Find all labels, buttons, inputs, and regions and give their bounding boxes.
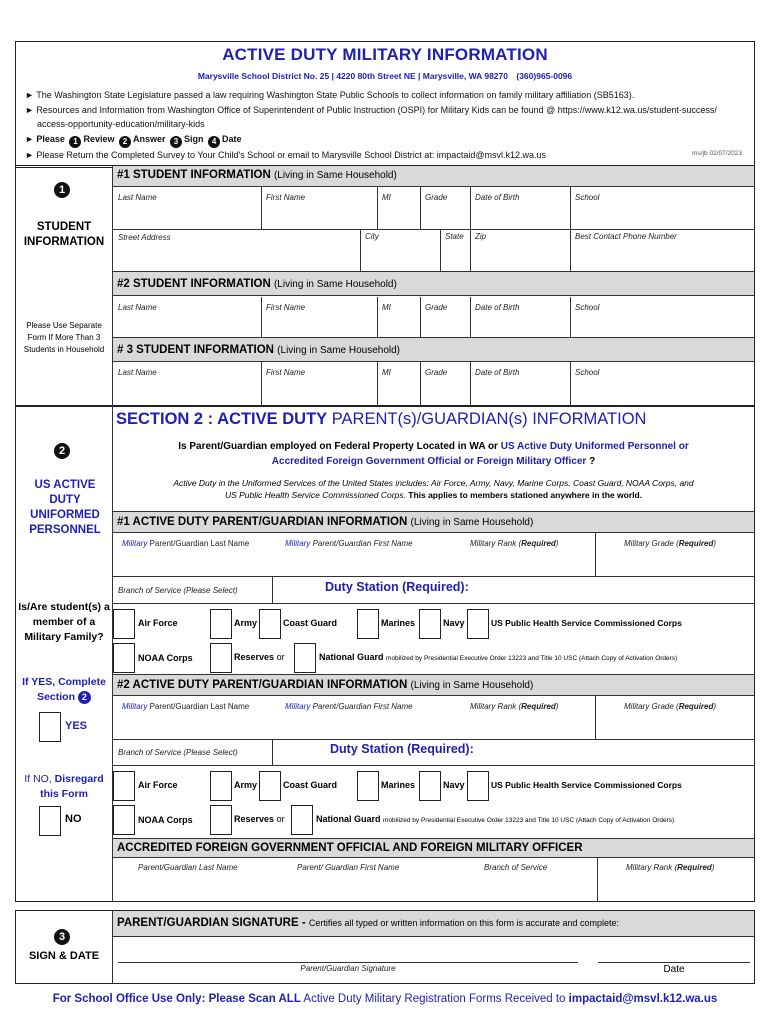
p2-branch-label: Branch of Service (Please Select)	[118, 748, 238, 757]
p2-navy-checkbox[interactable]	[419, 771, 441, 801]
s2-grade-field[interactable]: Grade	[420, 297, 470, 337]
p2-grade-field[interactable]: Military Grade (Required)	[595, 696, 754, 739]
parent1-header: #1 ACTIVE DUTY PARENT/GUARDIAN INFORMATION (Living in Same Household)	[113, 511, 754, 533]
foreign-first-name-field[interactable]: Parent/ Guardian First Name	[297, 863, 400, 872]
p1-noaa-checkbox[interactable]	[113, 643, 135, 673]
p2-coast-guard-checkbox[interactable]	[259, 771, 281, 801]
s2-last-name-field[interactable]: Last Name	[118, 303, 157, 312]
district-line: Marysville School District No. 25 | 4220 80th Street NE | Marysville, WA 98270 (360)965-0096	[197, 71, 573, 81]
date-field[interactable]	[598, 940, 750, 962]
p2-navy-label: Navy	[443, 780, 465, 790]
p2-first-name-field[interactable]: Military Parent/Guardian First Name	[285, 702, 413, 711]
p1-rank-field[interactable]: Military Rank (Required)	[470, 539, 559, 548]
student3-header: # 3 STUDENT INFORMATION (Living in Same Household)	[113, 337, 754, 362]
p2-marines-label: Marines	[381, 780, 416, 790]
s1-mi-field[interactable]: MI	[377, 187, 420, 229]
no-label: NO	[65, 813, 82, 825]
active-duty-description: Active Duty in the Uniformed Services of the United States includes: Air Force, Army, Navy, Marine Corps, Coast Guard, NOAA Corps, and US Public Health Service Commissioned Corps. This applies to members stationed anywhere in the world.	[173, 478, 694, 500]
s1-school-field[interactable]: School	[570, 187, 754, 229]
s2-mi-field[interactable]: MI	[377, 297, 420, 337]
p2-national-guard-label: National Guard mobilized by Presidential Executive Order 13223 and Title 10 USC (Attach Copy of Activation Orders)	[316, 814, 675, 824]
p2-air-force-label: Air Force	[138, 780, 178, 790]
p1-usph-checkbox[interactable]	[467, 609, 489, 639]
form-title: ACTIVE DUTY MILITARY INFORMATION	[222, 45, 548, 64]
separate-form-note: Please Use Separate Form If More Than 3 Students in Household	[23, 321, 105, 354]
p2-army-label: Army	[234, 780, 258, 790]
s3-dob-field[interactable]: Date of Birth	[470, 362, 570, 405]
s3-last-name-field[interactable]: Last Name	[118, 368, 157, 377]
yes-checkbox[interactable]	[39, 712, 61, 742]
military-family-question: Is/Are student(s) a member of a Military Family?	[18, 601, 110, 643]
p1-grade-field[interactable]: Military Grade (Required)	[595, 533, 754, 576]
s1-grade-field[interactable]: Grade	[420, 187, 470, 229]
p2-last-name-field[interactable]: Military Parent/Guardian Last Name	[122, 702, 250, 711]
form-code: ms/jb 02/07/2023	[692, 150, 742, 157]
p1-air-force-label: Air Force	[138, 618, 178, 628]
foreign-official-header: ACCREDITED FOREIGN GOVERNMENT OFFICIAL AND FOREIGN MILITARY OFFICER	[113, 838, 754, 858]
instructions: ► The Washington State Legislature passed a law requiring Washington State Public Schools to collect information on family military affiliation (SB5163). ► Resources and Information from Washington Office of Superintendent of Public Instruction (OSPI) for Military Kids can be found @ https://www.k12.wa.us/student-success/ access-opportunity-education/military-kids ► Please 1 Review 2 Answer 3 Sign 4 Date ► Please Return the Completed Survey to Your Child's School or email to Marysville School District at: impactaid@msvl.k12.wa.us	[25, 88, 745, 162]
p2-usph-label: US Public Health Service Commissioned Corps	[491, 780, 682, 790]
s2-school-field[interactable]: School	[570, 297, 754, 337]
p2-national-guard-checkbox[interactable]	[291, 805, 313, 835]
s3-first-name-field[interactable]: First Name	[261, 362, 377, 405]
p2-rank-field[interactable]: Military Rank (Required)	[470, 702, 559, 711]
signature-label: Parent/Guardian Signature	[300, 964, 396, 973]
city-field[interactable]: City	[360, 229, 440, 271]
section3-number: 3	[54, 929, 70, 945]
p2-usph-checkbox[interactable]	[467, 771, 489, 801]
steps-line: ► Please 1 Review 2 Answer 3 Sign 4 Date	[25, 133, 242, 146]
state-field[interactable]: State	[440, 229, 470, 271]
foreign-branch-field[interactable]: Branch of Service	[484, 863, 548, 872]
p1-coast-guard-label: Coast Guard	[283, 618, 338, 628]
yes-label: YES	[65, 720, 88, 732]
p1-national-guard-checkbox[interactable]	[294, 643, 316, 673]
p1-army-label: Army	[234, 618, 258, 628]
p1-branch-label: Branch of Service (Please Select)	[118, 586, 238, 595]
section2-number: 2	[54, 443, 70, 459]
p1-reserves-checkbox[interactable]	[210, 643, 232, 673]
p2-duty-station-field[interactable]: Duty Station (Required):	[330, 742, 474, 756]
p2-reserves-checkbox[interactable]	[210, 805, 232, 835]
p1-usph-label: US Public Health Service Commissioned Corps	[491, 618, 682, 628]
section1-number: 1	[54, 182, 70, 198]
section2-title: SECTION 2 : ACTIVE DUTY PARENT(s)/GUARDIAN(s) INFORMATION	[116, 410, 647, 428]
if-yes-instruction: If YES, Complete Section 2	[22, 676, 106, 703]
s3-grade-field[interactable]: Grade	[420, 362, 470, 405]
foreign-last-name-field[interactable]: Parent/Guardian Last Name	[138, 863, 238, 872]
p1-duty-station-field[interactable]: Duty Station (Required):	[325, 580, 469, 594]
p1-marines-checkbox[interactable]	[357, 609, 379, 639]
student2-header: #2 STUDENT INFORMATION (Living in Same Household)	[113, 271, 754, 296]
office-use-footer: For School Office Use Only: Please Scan ALL Active Duty Military Registration Forms Received to impactaid@msvl.k12.wa.us	[52, 993, 718, 1005]
p1-noaa-label: NOAA Corps	[138, 653, 193, 663]
p1-army-checkbox[interactable]	[210, 609, 232, 639]
p1-coast-guard-checkbox[interactable]	[259, 609, 281, 639]
p1-first-name-field[interactable]: Military Parent/Guardian First Name	[285, 539, 413, 548]
s3-mi-field[interactable]: MI	[377, 362, 420, 405]
signature-field[interactable]	[118, 940, 578, 962]
us-active-duty-side-label: US ACTIVE DUTY UNIFORMED PERSONNEL	[29, 479, 101, 536]
p1-last-name-field[interactable]: Military Parent/Guardian Last Name	[122, 539, 250, 548]
no-checkbox[interactable]	[39, 806, 61, 836]
p2-coast-guard-label: Coast Guard	[283, 780, 338, 790]
p1-reserves-label: Reserves or	[234, 652, 285, 662]
p2-reserves-label: Reserves or	[234, 814, 285, 824]
if-no-instruction: If NO, Disregard this Form	[24, 773, 104, 800]
s1-last-name-field[interactable]: Last Name	[118, 193, 157, 202]
p1-air-force-checkbox[interactable]	[113, 609, 135, 639]
student1-header: #1 STUDENT INFORMATION (Living in Same Household)	[113, 166, 754, 186]
s2-first-name-field[interactable]: First Name	[261, 297, 377, 337]
date-label: Date	[663, 964, 685, 975]
p2-army-checkbox[interactable]	[210, 771, 232, 801]
signature-header: PARENT/GUARDIAN SIGNATURE - Certifies all typed or written information on this form is accurate and complete:	[113, 911, 754, 937]
p1-marines-label: Marines	[381, 618, 416, 628]
p2-noaa-checkbox[interactable]	[113, 805, 135, 835]
p2-air-force-checkbox[interactable]	[113, 771, 135, 801]
p1-navy-checkbox[interactable]	[419, 609, 441, 639]
s3-school-field[interactable]: School	[570, 362, 754, 405]
street-address-field[interactable]: Street Address	[118, 233, 171, 242]
sign-date-side-label: SIGN & DATE	[28, 950, 100, 962]
s1-first-name-field[interactable]: First Name	[261, 187, 377, 229]
p2-noaa-label: NOAA Corps	[138, 815, 193, 825]
s1-dob-field[interactable]: Date of Birth	[470, 187, 570, 229]
student-info-side-label: STUDENT INFORMATION	[23, 221, 105, 248]
s2-dob-field[interactable]: Date of Birth	[470, 297, 570, 337]
federal-question: Is Parent/Guardian employed on Federal Property Located in WA or US Active Duty Uniformed Personnel or Accredited Foreign Government Official or Foreign Military Officer ?	[178, 441, 689, 467]
p1-navy-label: Navy	[443, 618, 465, 628]
contact-phone-field[interactable]: Best Contact Phone Number	[570, 229, 754, 271]
p2-marines-checkbox[interactable]	[357, 771, 379, 801]
parent2-header: #2 ACTIVE DUTY PARENT/GUARDIAN INFORMATION (Living in Same Household)	[113, 674, 754, 696]
foreign-rank-field[interactable]: Military Rank (Required)	[597, 858, 754, 901]
zip-field[interactable]: Zip	[470, 229, 570, 271]
p1-national-guard-label: National Guard mobilized by Presidential Executive Order 13223 and Title 10 USC (Attach Copy of Activation Orders)	[319, 652, 678, 662]
